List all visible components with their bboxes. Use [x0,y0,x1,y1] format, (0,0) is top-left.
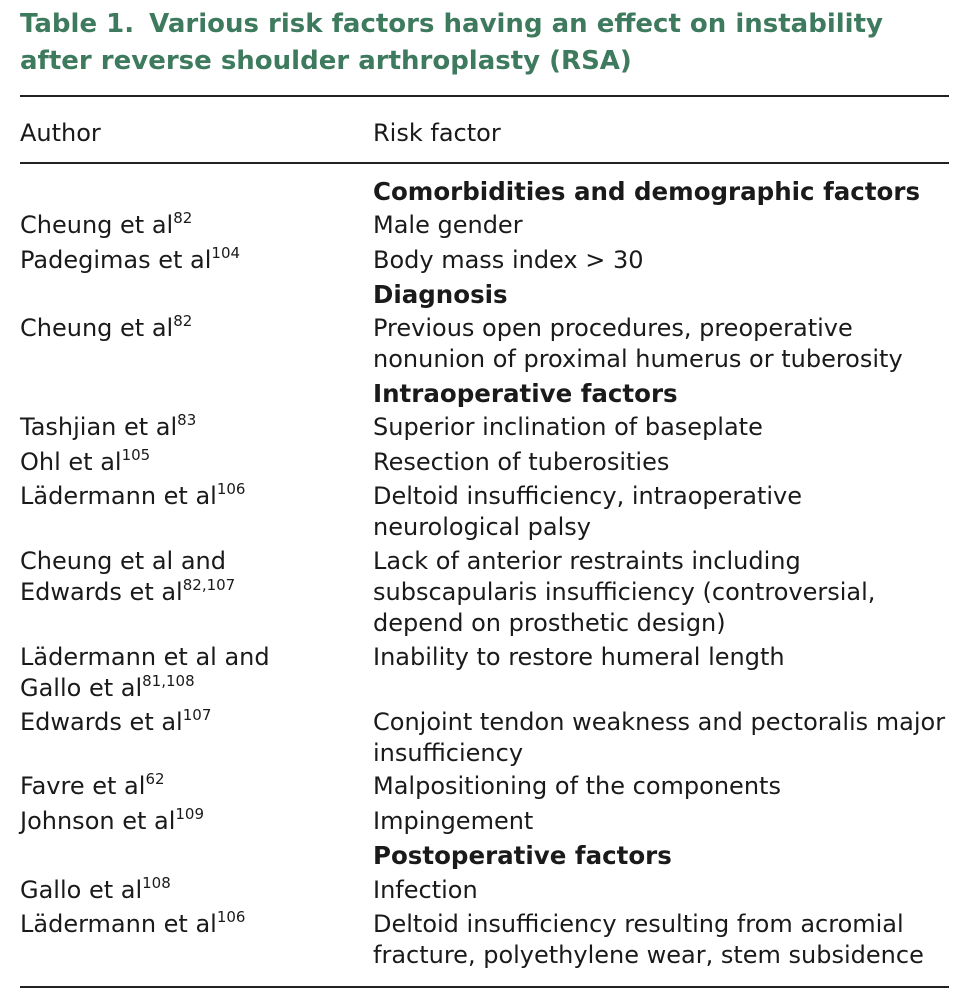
risk-factor-cell: Inability to restore humeral length [373,643,785,671]
author-cell: Cheung et al and Edwards et al$^{82,107}$ [20,547,236,606]
author-cell: Gallo et $al^{108}$ [20,874,171,904]
risk-factor-cell: Resection of tuberosities [373,448,670,476]
table-caption [20,6,940,80]
table-label: Table 1. [20,9,135,39]
risk-factor-cell: Malpositioning of the components [373,772,781,800]
header-risk-factor: Risk factor [373,119,501,147]
author-cell: Cheung et $al^{82}$ [20,209,193,239]
bottom-rule [20,986,949,988]
risk-factor-cell: Impingement [373,807,534,835]
author-cell: Lädermann et al and Gallo et al$^{81,108}$ [20,643,270,702]
section-heading-postoperative: Postoperative factors [373,841,672,870]
risk-factor-cell: Infection [373,876,478,904]
author-cell: Ohl et $al^{105}$ [20,446,151,476]
author-cell: Lädermann et $al^{106}$ [20,480,246,510]
risk-factor-cell: Conjoint tendon weakness and pectoralis major insufficiency [373,708,946,767]
risk-factor-cell: Previous open procedures, preoperative nonunion of proximal humerus or tuberosity [373,314,903,373]
author-cell: Cheung et $al^{82}$ [20,312,193,342]
author-cell: Lädermann et $al^{106}$ [20,908,246,938]
top-rule [20,95,949,97]
table-title: Various risk factors having an effect on instability after reverse shoulder arthroplasty (RSA) [20,9,883,76]
author-cell: Padegimas et $al^{104}$ [20,244,241,274]
section-heading-comorbidities: Comorbidities and demographic factors [373,177,921,206]
risk-factor-cell: Lack of anterior restraints including subscapularis insufficiency (controversial, depend on prosthetic design) [373,547,876,637]
header-author: Author [20,119,101,147]
author-cell: Favre et $al^{62}$ [20,770,165,800]
section-heading-intraoperative: Intraoperative factors [373,379,678,408]
risk-factor-cell: Deltoid insufficiency, intraoperative neurological palsy [373,482,802,541]
section-heading-diagnosis: Diagnosis [373,280,508,309]
author-cell: Tashjian et $al^{83}$ [20,411,197,441]
risk-factor-cell: Deltoid insufficiency resulting from acromial fracture, polyethylene wear, stem subsidence [373,910,924,969]
risk-factor-cell: Superior inclination of baseplate [373,413,763,441]
risk-factor-cell: Body mass index > 30 [373,246,644,274]
author-cell: Edwards et $al^{107}$ [20,706,212,736]
author-cell: Johnson et $al^{109}$ [20,805,205,835]
risk-factor-cell: Male gender [373,211,523,239]
header-rule [20,162,949,164]
